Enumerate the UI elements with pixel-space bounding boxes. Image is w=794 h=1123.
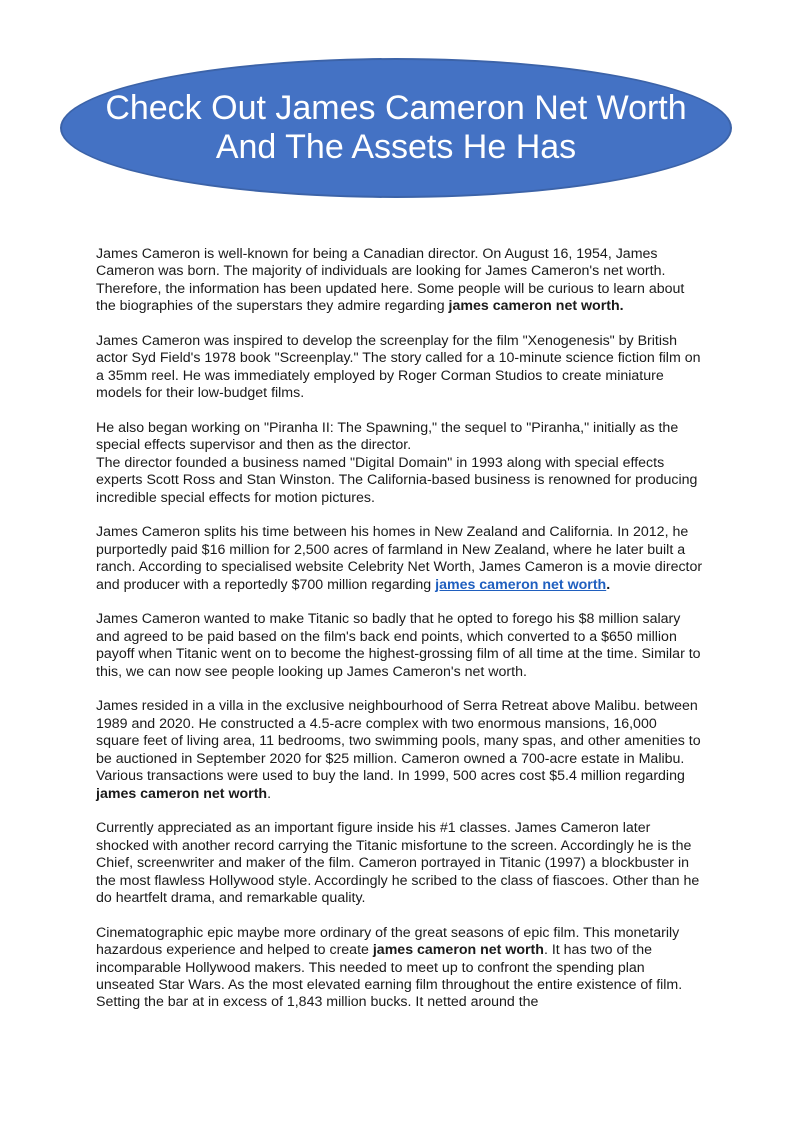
article-body [96,246,704,1029]
page-title: Check Out James Cameron Net Worth And The Assets He Has [105,89,687,166]
keyword-link[interactable]: james cameron net worth [435,576,607,593]
keyword-bold: james cameron net worth [96,785,268,802]
paragraph-titanic-salary: James Cameron wanted to make Titanic so badly that he opted to forego his $8 million salary and agreed to be paid based on the film's back end points, which converted to a $650 million payoff when Titanic went on to become the highest-grossing film of all time at the time. Similar to this, we can now see people looking up James Cameron's net worth. [96,611,701,680]
paragraph-epic: Cinematographic epic maybe more ordinary of the great seasons of epic film. This monetarily hazardous experience and helped to create james cameron net worth. It has two of the incomparable Hollywood makers. This needed to meet up to confront the spending plan unseated Star Wars. As the most elevated earning film throughout the entire existence of film. Setting the bar at in excess of 1,843 million bucks. It netted around the [96,924,683,1011]
paragraph-intro: James Cameron is well-known for being a Canadian director. On August 16, 1954, James Cameron was born. The majority of individuals are looking for James Cameron's net worth. Therefore, the information has been updated here. Some people will be curious to learn about the biographies of the superstars they admire regarding james cameron net worth. [96,246,685,315]
paragraph-career: Currently appreciated as an important figure inside his #1 classes. James Cameron later shocked with another record carrying the Titanic misfortune to the screen. Accordingly he is the Chief, screenwriter and maker of the film. Cameron portrayed in Titanic (1997) a blockbuster in the most flawless Hollywood style. Accordingly he scribed to the class of fiascoes. Other than he do heartfelt drama, and remarkable quality. [96,820,700,906]
paragraph-homes: James Cameron splits his time between his homes in New Zealand and California. In 2012, he purportedly paid $16 million for 2,500 acres of farmland in New Zealand, where he later built a ranch. According to specialised website Celebrity Net Worth, James Cameron is a movie director and producer with a reportedly $700 million regarding james cameron net worth. [96,524,703,593]
paragraph-digital-domain: The director founded a business named "Digital Domain" in 1993 along with special effects experts Scott Ross and Stan Winston. The California-based business is renowned for producing incredible special effects for motion pictures. [96,454,698,506]
title-banner [60,58,732,198]
paragraph-malibu: James resided in a villa in the exclusive neighbourhood of Serra Retreat above Malibu. between 1989 and 2020. He constructed a 4.5-acre complex with two enormous mansions, 16,000 square feet of living area, 11 bedrooms, two swimming pools, many spas, and other amenities to be auctioned in September 2020 for $25 million. Cameron owned a 700-acre estate in Malibu. Various transactions were used to buy the land. In 1999, 500 acres cost $5.4 million regarding james cameron net worth. [96,698,701,802]
keyword-bold: james cameron net worth [372,942,544,959]
keyword-bold: james cameron net worth [448,298,620,315]
paragraph-xenogenesis: James Cameron was inspired to develop the screenplay for the film "Xenogenesis" by British actor Syd Field's 1978 book "Screenplay." The story called for a 10-minute science fiction film on a 35mm reel. He was immediately employed by Roger Corman Studios to create miniature models for their low-budget films. [96,333,701,402]
paragraph-piranha: He also began working on "Piranha II: The Spawning," the sequel to "Piranha," initially as the special effects supervisor and then as the director. [96,420,679,454]
